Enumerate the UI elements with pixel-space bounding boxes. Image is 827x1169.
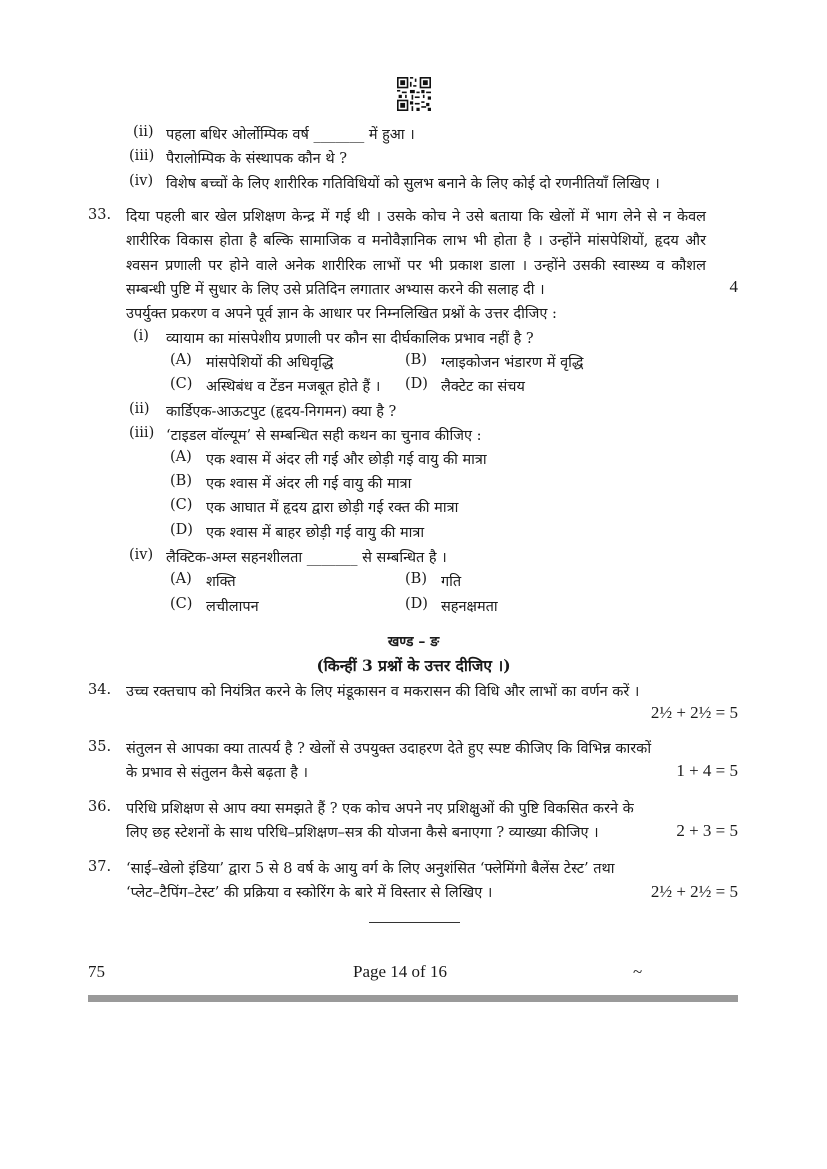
question-37-marks: 2½ + 2½ = 5 <box>650 882 738 901</box>
q33-iii-option-b: एक श्वास में अंदर ली गई वायु की मात्रा <box>206 476 412 492</box>
q33-i-option-a-label: (A) <box>170 352 192 368</box>
q33-iv-option-d-label: (D) <box>405 596 428 612</box>
prev-ii-text: पहला बधिर ओर्लोम्पिक वर्ष _______ में हुआ । <box>166 127 415 143</box>
prev-iii-text: पैरालोम्पिक के संस्थापक कौन थे ? <box>166 151 347 167</box>
section-instruction: (किन्हीं 3 प्रश्नों के उत्तर दीजिए ।) <box>316 656 511 675</box>
q33-iii-option-d-label: (D) <box>170 522 193 538</box>
prev-iii-number: (iii) <box>129 148 155 164</box>
q33-ii-text: कार्डिएक-आऊटपुट (हृदय-निगमन) क्या है ? <box>166 404 397 420</box>
footer-page-number: Page 14 of 16 <box>353 962 447 981</box>
q33-iv-option-b-label: (B) <box>405 571 427 587</box>
end-divider <box>369 922 460 923</box>
question-33-marks: 4 <box>729 277 738 296</box>
prev-iv-text: विशेष बच्चों के लिए शारीरिक गतिविधियों को सुलभ बनाने के लिए कोई दो रणनीतियाँ लिखिए । <box>166 176 660 192</box>
q33-iii-option-c: एक आघात में हृदय द्वारा छोड़ी गई रक्त की मात्रा <box>206 500 459 516</box>
question-35-text: संतुलन से आपका क्या तात्पर्य है ? खेलों से उपयुक्त उदाहरण देते हुए स्पष्ट कीजिए कि विभिन्न कारकों के प्रभाव से संतुलन कैसे बढ़ता है । <box>126 741 652 782</box>
section-title: खण्ड – ङ <box>387 634 440 650</box>
q33-iv-option-a-label: (A) <box>170 571 192 587</box>
question-36-marks: 2 + 3 = 5 <box>676 821 738 840</box>
question-33-number: 33. <box>88 207 112 223</box>
q33-iv-option-b: गति <box>441 574 462 590</box>
question-33-instruction: उपर्युक्त प्रकरण व अपने पूर्व ज्ञान के आधार पर निम्नलिखित प्रश्नों के उत्तर दीजिए : <box>126 306 557 322</box>
footer-code: 75 <box>88 962 105 981</box>
q33-iv-number: (iv) <box>129 547 154 563</box>
q33-i-number: (i) <box>133 328 149 344</box>
q33-iv-option-c: लचीलापन <box>206 599 259 615</box>
q33-iv-option-c-label: (C) <box>170 596 193 612</box>
q33-i-option-d-label: (D) <box>405 376 428 392</box>
q33-i-option-d: लैक्टेट का संचय <box>441 379 525 395</box>
question-33-passage: दिया पहली बार खेल प्रशिक्षण केन्द्र में गई थी । उसके कोच ने उसे बताया कि खेलों में भाग लेने से न केवल शारीरिक विकास होता है बल्कि सामाजिक व मनोवैज्ञानिक लाभ भी होता है । उन्होंने मांसपेशियों, हृदय और श्वसन प्रणाली पर होने वाले अनेक शारीरिक लाभों पर भी प्रकाश डाला । उन्होंने उसकी स्वास्थ्य व कौशल सम्बन्धी पुष्टि में सुधार के लिए उसे प्रतिदिन लगातार अभ्यास करने की सलाह दी । <box>126 209 706 298</box>
question-34-marks: 2½ + 2½ = 5 <box>650 703 738 722</box>
q33-iv-text: लैक्टिक-अम्ल सहनशीलता _______ से सम्बन्धित है । <box>166 550 447 566</box>
q33-i-text: व्यायाम का मांसपेशीय प्रणाली पर कौन सा दीर्घकालिक प्रभाव नहीं है ? <box>166 331 534 347</box>
q33-iii-number: (iii) <box>129 425 155 441</box>
q33-iii-option-a-label: (A) <box>170 449 192 465</box>
question-35-number: 35. <box>88 739 112 755</box>
q33-i-option-c: अस्थिबंध व टेंडन मजबूत होते हैं । <box>206 379 381 395</box>
q33-iii-option-a: एक श्वास में अंदर ली गई और छोड़ी गई वायु की मात्रा <box>206 452 487 468</box>
q33-i-option-b: ग्लाइकोजन भंडारण में वृद्धि <box>441 355 584 371</box>
footer-bar <box>88 995 738 1002</box>
footer-mark: ~ <box>633 962 643 981</box>
q33-iii-option-b-label: (B) <box>170 473 192 489</box>
prev-ii-number: (ii) <box>133 124 154 140</box>
prev-iv-number: (iv) <box>129 173 154 189</box>
question-34-number: 34. <box>88 682 112 698</box>
q33-ii-number: (ii) <box>129 401 150 417</box>
q33-iv-option-a: शक्ति <box>206 574 236 590</box>
q33-iv-option-d: सहनक्षमता <box>441 599 498 615</box>
question-36-number: 36. <box>88 799 112 815</box>
qr-code-icon <box>397 77 431 111</box>
q33-i-option-b-label: (B) <box>405 352 427 368</box>
question-34-text: उच्च रक्तचाप को नियंत्रित करने के लिए मंडूकासन व मकरासन की विधि और लाभों का वर्णन करें । <box>126 684 640 700</box>
question-36-text: परिधि प्रशिक्षण से आप क्या समझते हैं ? एक कोच अपने नए प्रशिक्षुओं की पुष्टि विकसित करने के लिए छह स्टेशनों के साथ परिधि–प्रशिक्षण–सत्र की योजना कैसे बनाएगा ? व्याख्या कीजिए । <box>126 801 634 842</box>
question-35-marks: 1 + 4 = 5 <box>676 761 738 780</box>
question-37-number: 37. <box>88 859 112 875</box>
question-37-text: ‘साई–खेलो इंडिया’ द्वारा 5 से 8 वर्ष के आयु वर्ग के लिए अनुशंसित ‘फ्लेमिंगो बैलेंस टेस्ट’ तथा ‘प्लेट–टैपिंग–टेस्ट’ की प्रक्रिया व स्कोरिंग के बारे में विस्तार से लिखिए । <box>126 861 615 902</box>
q33-i-option-a: मांसपेशियों की अधिवृद्धि <box>206 355 334 371</box>
q33-iii-text: ‘टाइडल वॉल्यूम’ से सम्बन्धित सही कथन का चुनाव कीजिए : <box>166 428 482 444</box>
q33-iii-option-c-label: (C) <box>170 497 193 513</box>
q33-iii-option-d: एक श्वास में बाहर छोड़ी गई वायु की मात्रा <box>206 525 425 541</box>
q33-i-option-c-label: (C) <box>170 376 193 392</box>
